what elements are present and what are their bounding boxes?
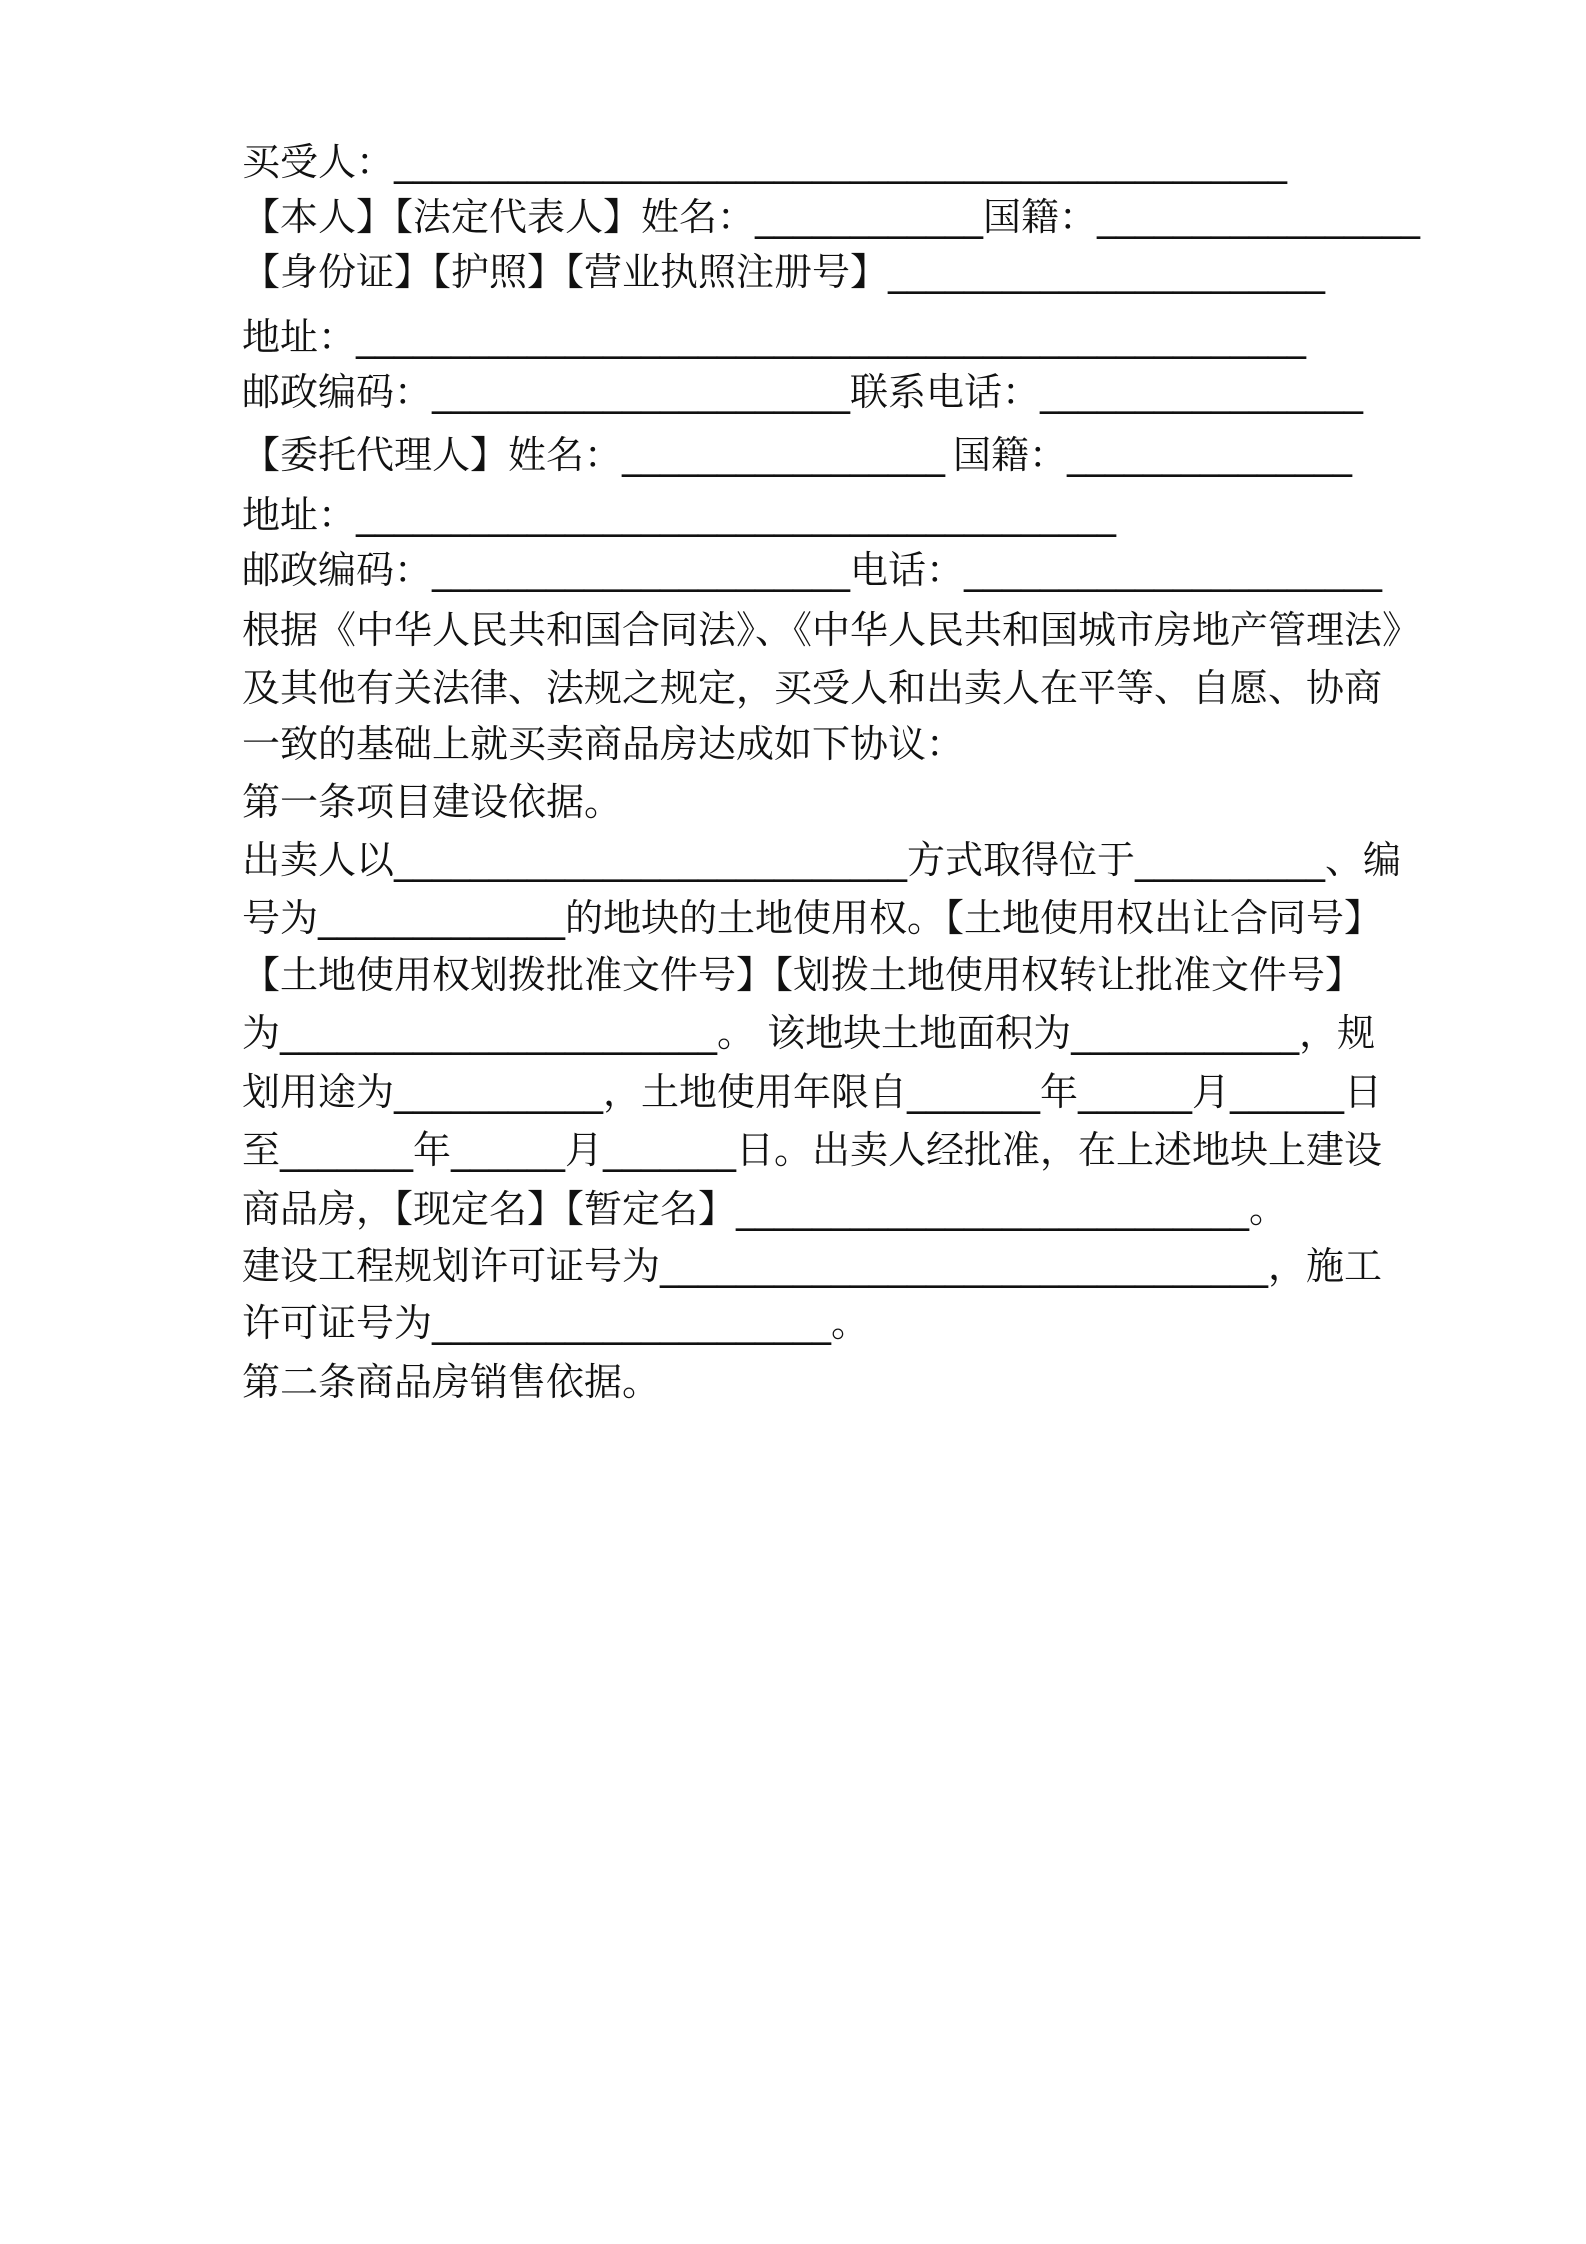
article-2-title-line	[242, 1352, 1352, 1412]
article-1-line-8	[242, 1236, 1383, 1296]
buyer-name-line	[242, 187, 1421, 247]
buyer-id-line	[242, 242, 1352, 302]
article-1-line-7	[242, 1179, 1352, 1239]
agent-phone-label: 电话：______________________	[850, 548, 1383, 592]
buyer-nationality-label: 国籍：_________________	[983, 195, 1421, 239]
article-1-text-1: 出卖人以___________________________方式取得位于__________、编	[242, 838, 1402, 882]
article-1-text-6: 至_______年______月_______日。出卖人经批准，在上述地块上建设	[242, 1128, 1383, 1172]
article-1-line-4	[242, 1003, 1376, 1063]
buyer-id-label: 【身份证】【护照】【营业执照注册号】_______________________	[242, 250, 1326, 294]
buyer-postcode-label: 邮政编码：______________________	[242, 370, 851, 414]
buyer-label: 买受人：_______________________________________________	[242, 140, 1288, 184]
preamble-text-1: 根据《中华人民共和国合同法》、《中华人民共和国城市房地产管理法》	[242, 608, 1421, 652]
article-1-line-3	[242, 945, 1364, 1005]
preamble-text-3: 一致的基础上就买卖商品房达成如下协议：	[242, 722, 965, 766]
agent-name-line	[242, 425, 1352, 485]
preamble-line-2	[242, 658, 1383, 718]
article-1-line-5	[242, 1062, 1383, 1122]
agent-contact-line	[242, 540, 1383, 600]
buyer-name-label: 【本人】【法定代表人】姓名：____________	[242, 195, 984, 239]
article-1-text-9: 许可证号为_____________________。	[242, 1301, 870, 1345]
article-1-line-6	[242, 1120, 1383, 1180]
buyer-address-label: 地址：__________________________________________________	[242, 315, 1307, 359]
preamble-text-2: 及其他有关法律、法规之规定，买受人和出卖人在平等、自愿、协商	[242, 666, 1383, 710]
article-1-line-2	[242, 888, 1383, 948]
buyer-address-line	[242, 307, 1352, 367]
article-1-title: 第一条项目建设依据。	[242, 780, 623, 824]
agent-address-label: 地址：________________________________________	[242, 493, 1117, 537]
article-1-text-7: 商品房，【现定名】【暂定名】___________________________。	[242, 1187, 1288, 1231]
agent-name-label: 【委托代理人】姓名：_________________	[242, 433, 946, 477]
agent-address-line	[242, 485, 1352, 545]
article-1-line-9	[242, 1293, 1352, 1353]
buyer-phone-label: 联系电话：_________________	[850, 370, 1364, 414]
agent-postcode-label: 邮政编码：______________________	[242, 548, 851, 592]
agent-nationality-label: 国籍：_______________	[952, 433, 1352, 477]
article-1-title-line	[242, 772, 1352, 832]
buyer-line	[242, 132, 1352, 192]
preamble-line-1	[242, 600, 1421, 660]
article-1-text-3: 【土地使用权划拨批准文件号】【划拨土地使用权转让批准文件号】	[242, 953, 1364, 997]
article-1-text-5: 划用途为___________，土地使用年限自_______年______月______日	[242, 1070, 1383, 1114]
article-2-title: 第二条商品房销售依据。	[242, 1360, 661, 1404]
article-1-line-1	[242, 830, 1402, 890]
buyer-contact-line	[242, 362, 1364, 422]
article-1-text-2: 号为_____________的地块的土地使用权。【土地使用权出让合同号】	[242, 896, 1383, 940]
preamble-line-3	[242, 714, 1352, 774]
article-1-text-8: 建设工程规划许可证号为________________________________，施工	[242, 1244, 1383, 1288]
article-1-text-4: 为_______________________。 该地块土地面积为____________，规	[242, 1011, 1376, 1055]
